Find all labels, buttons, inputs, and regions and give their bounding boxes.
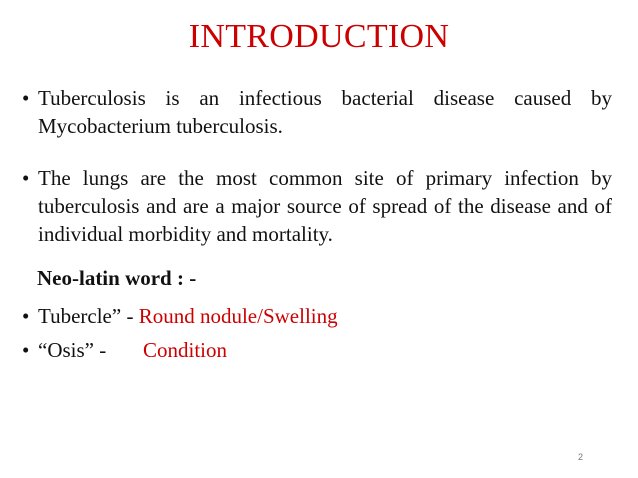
bullet-icon: • xyxy=(22,338,30,362)
neo-latin-heading: Neo-latin word : - xyxy=(37,266,197,290)
slide-title: INTRODUCTION xyxy=(188,18,450,55)
item-term: “Osis” - xyxy=(38,338,143,362)
item-meaning: Condition xyxy=(142,338,227,362)
paragraph-text: The lungs are the most common site of primary infection by tuberculosis and are a major source of spread of the disease and of individual morbidity and mortality. xyxy=(38,166,612,246)
bullet-paragraph-2 xyxy=(22,164,612,248)
item-term: Tubercle” - xyxy=(38,304,139,328)
bullet-paragraph-1 xyxy=(22,84,612,140)
bullet-item-osis xyxy=(22,338,227,363)
page-number: 2 xyxy=(578,452,584,462)
item-meaning: Round nodule/Swelling xyxy=(138,304,338,328)
bullet-icon: • xyxy=(22,166,30,190)
bullet-icon: • xyxy=(22,86,30,110)
bullet-item-tubercle xyxy=(22,304,338,329)
bullet-icon: • xyxy=(22,304,30,328)
paragraph-text: Tuberculosis is an infectious bacterial disease caused by Mycobacterium tuberculosis. xyxy=(38,86,612,138)
